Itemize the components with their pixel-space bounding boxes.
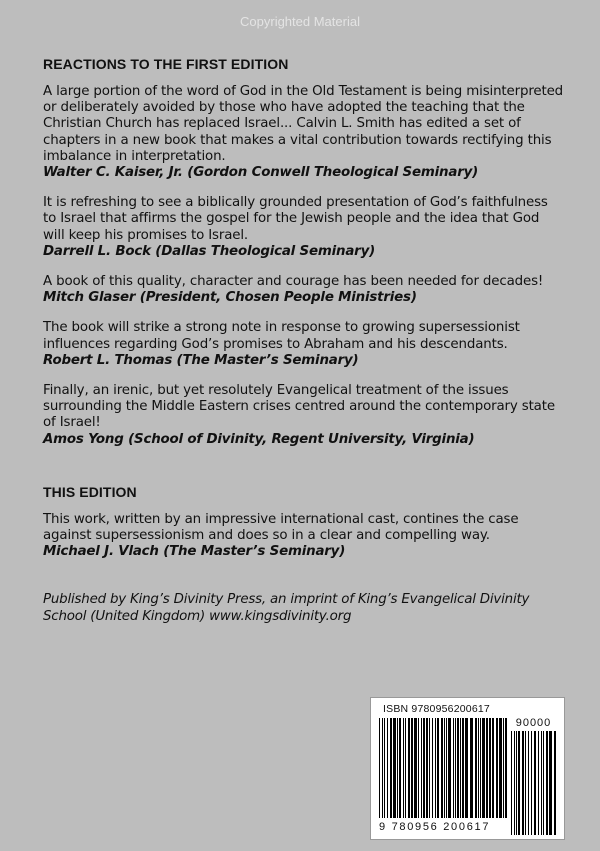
quote-author: Darrell L. Bock (Dallas Theological Seminary) [43, 243, 376, 259]
barcode-bar [460, 718, 461, 818]
barcode-bar [503, 718, 504, 818]
barcode-bar [426, 718, 428, 818]
quote-yong [43, 383, 563, 448]
quote-text: This work, written by an impressive international cast, contines the case against supersessionism and does so in a clear and compelling way. [43, 512, 519, 544]
barcode-bar [511, 731, 512, 835]
barcode-bar [408, 718, 410, 818]
barcode-bar [489, 718, 491, 818]
quote-author: Amos Yong (School of Divinity, Regent University, Virginia) [43, 431, 475, 447]
barcode-bar [475, 718, 477, 818]
barcode-bar [492, 718, 494, 818]
barcode-bar [414, 718, 417, 818]
quote-text: A large portion of the word of God in the Old Testament is being misinterpreted or deliberately avoided by those who have adopted the teaching that the Christian Church has replaced Israel... Calvin L. Smith has edited a set of chapters in a new book that makes a vital contribution towards rectifying this imbalance in interpretation. [43, 84, 564, 164]
ean-barcode-bars [379, 718, 507, 818]
quote-thomas [43, 320, 563, 369]
addon-barcode-bars [511, 731, 556, 835]
barcode-bar [528, 731, 529, 835]
addon-code: 90000 [515, 717, 552, 729]
quote-text: The book will strike a strong note in response to growing supersessionist influences regarding God’s promises to Abraham and his descendants. [43, 320, 520, 352]
publisher-note: Published by King’s Divinity Press, an imprint of King’s Evangelical Divinity School (United Kingdom) www.kingsdivinity.org [43, 592, 530, 624]
barcode-bar [538, 731, 539, 835]
barcode-bar [549, 731, 552, 835]
barcode-bar [397, 718, 398, 818]
barcode-bar [455, 718, 456, 818]
reactions-section [43, 56, 563, 462]
barcode-bar [486, 718, 488, 818]
barcode-bar [423, 718, 425, 818]
isbn-label: ISBN 9780956200617 [383, 703, 490, 715]
barcode-bar [444, 718, 445, 818]
barcode-bar [546, 731, 548, 835]
quote-vlach [43, 512, 563, 561]
barcode-bar [516, 731, 517, 835]
this-edition-section [43, 484, 563, 575]
barcode-bar [432, 718, 433, 818]
barcode-bar [384, 718, 385, 818]
barcode-bar [554, 731, 556, 835]
quote-bock [43, 195, 563, 260]
barcode-bar [534, 731, 536, 835]
barcode-bar [446, 718, 447, 818]
barcode-bar [453, 718, 454, 818]
barcode-bar [543, 731, 544, 835]
barcode-bar [478, 718, 479, 818]
quote-text: Finally, an irenic, but yet resolutely Evangelical treatment of the issues surrounding the Middle Eastern crises centred around the contemporary state of Israel! [43, 383, 555, 431]
barcode-bar [514, 731, 515, 835]
barcode-bar [496, 718, 498, 818]
barcode-bar [411, 718, 413, 818]
ean-digits: 9 780956 200617 [379, 821, 491, 833]
barcode-bar [518, 731, 520, 835]
barcode-bar [418, 718, 419, 818]
barcode-bar [421, 718, 422, 818]
quote-author: Walter C. Kaiser, Jr. (Gordon Conwell Theological Seminary) [43, 165, 479, 181]
barcode-bar [382, 718, 383, 818]
quote-kaiser [43, 84, 563, 181]
quote-text: It is refreshing to see a biblically grounded presentation of God’s faithfulness to Israel that affirms the gospel for the Jewish people and the idea that God will keep his promises to Israel. [43, 195, 548, 243]
reactions-heading: REACTIONS TO THE FIRST EDITION [43, 56, 289, 72]
barcode-bar [387, 718, 388, 818]
barcode-bar [379, 718, 380, 818]
barcode-bar [505, 718, 507, 818]
quote-text: A book of this quality, character and courage has been needed for decades! [43, 274, 544, 290]
barcode-bar [399, 718, 401, 818]
barcode-bar [499, 718, 502, 818]
barcode-bar [470, 718, 473, 818]
quote-author: Mitch Glaser (President, Chosen People Ministries) [43, 290, 417, 306]
barcode-bar [403, 718, 404, 818]
barcode-bar [393, 718, 396, 818]
barcode-bar [390, 718, 392, 818]
isbn-barcode [370, 697, 565, 840]
quote-glaser [43, 274, 563, 306]
barcode-bar [462, 718, 464, 818]
barcode-bar [435, 718, 436, 818]
barcode-bar [482, 718, 485, 818]
barcode-bar [448, 718, 451, 818]
barcode-bar [441, 718, 443, 818]
barcode-bar [525, 731, 526, 835]
barcode-bar [457, 718, 459, 818]
barcode-bar [429, 718, 430, 818]
barcode-bar [480, 718, 481, 818]
barcode-bar [465, 718, 468, 818]
quote-author: Michael J. Vlach (The Master’s Seminary) [43, 544, 346, 560]
barcode-bar [531, 731, 532, 835]
barcode-bar [522, 731, 524, 835]
watermark: Copyrighted Material [240, 14, 360, 29]
this-edition-heading: THIS EDITION [43, 484, 137, 500]
barcode-bar [437, 718, 439, 818]
barcode-bar [405, 718, 406, 818]
quote-author: Robert L. Thomas (The Master’s Seminary) [43, 352, 359, 368]
barcode-bar [541, 731, 542, 835]
